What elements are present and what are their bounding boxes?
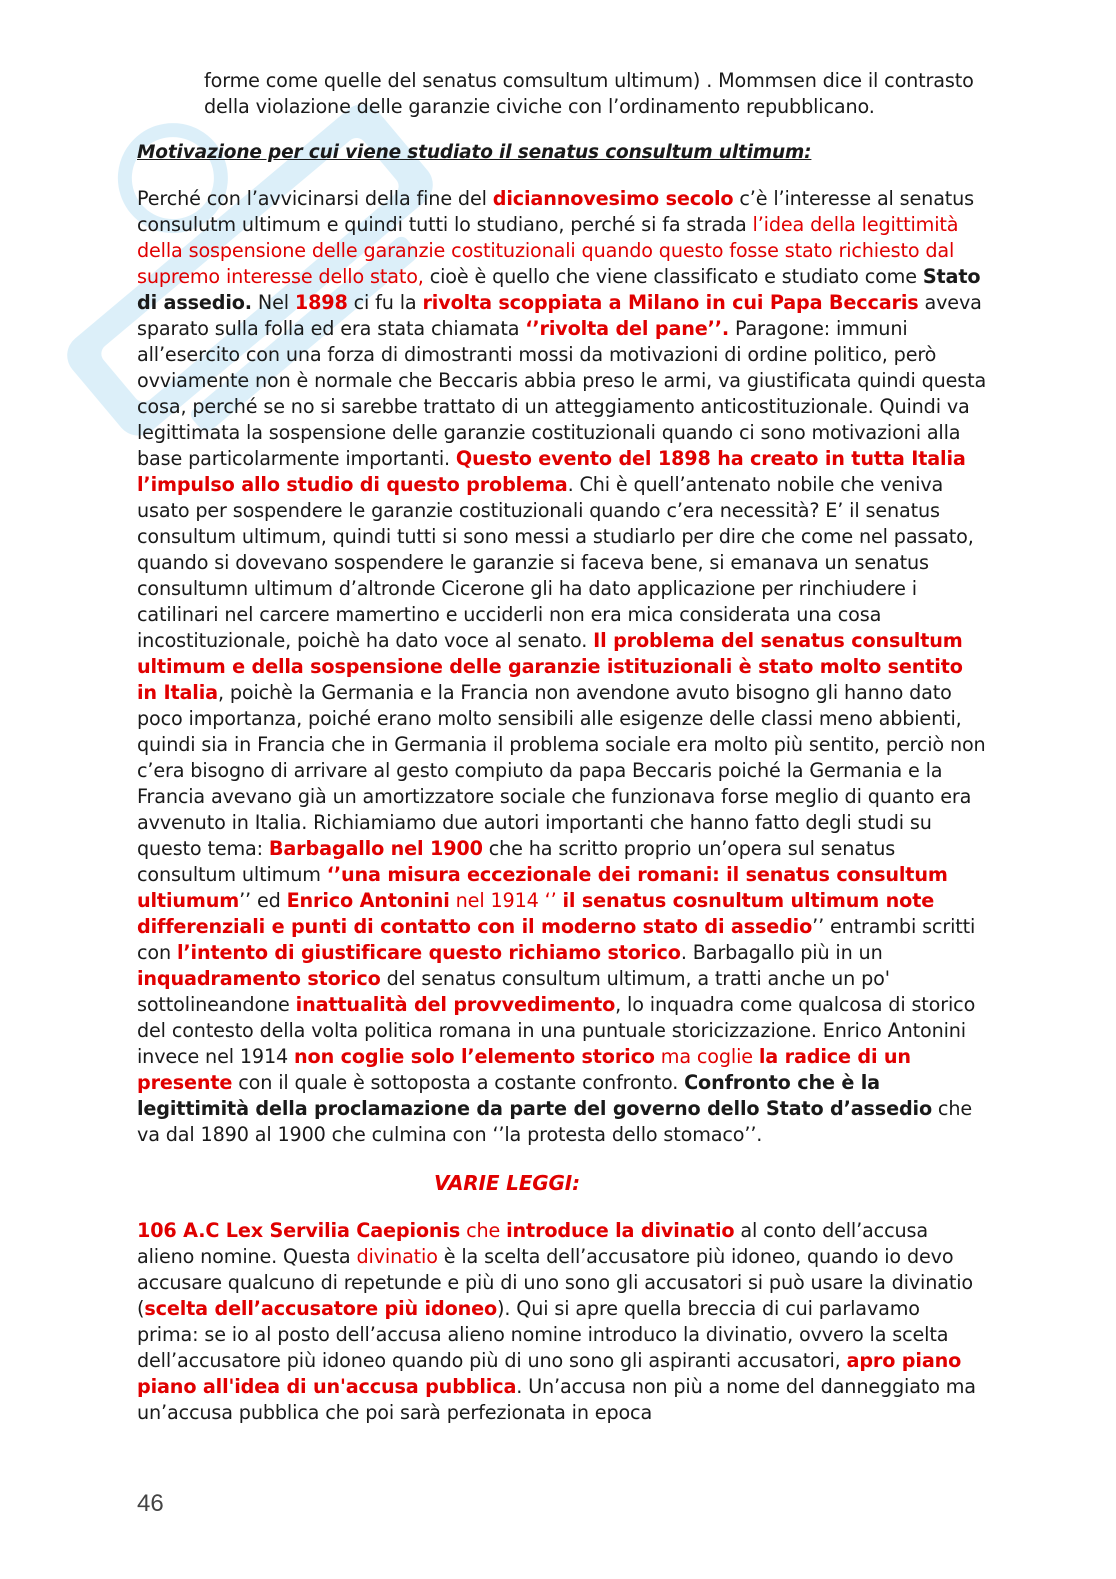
highlight-run: l’idea della legittimità della sospensione delle garanzie costituzionali quando questo fosse stato richiesto dal supremo interesse dello stato, [137, 213, 959, 288]
text-run: che ha scritto proprio un’opera sul senatus consultum ultimum [137, 837, 896, 886]
highlight-run: l’intento di giustificare questo richiamo storico [176, 941, 681, 964]
bold-run: Confronto che è la legittimità della proclamazione da parte del governo dello Stato d’assedio [137, 1071, 932, 1120]
intro-block [137, 68, 987, 120]
highlight-run: rivolta scoppiata a Milano in cui Papa Beccaris [422, 291, 919, 314]
paragraph-motivation [137, 186, 987, 1148]
highlight-run: ‘’rivolta del pane’’. [525, 317, 730, 340]
highlight-run: ‘’una misura eccezionale dei romani: il senatus consultum ultiumum [137, 863, 948, 912]
highlight-run: nel 1914 ‘’ [449, 889, 563, 912]
highlight-run: 106 A.C Lex Servilia Caepionis [137, 1219, 461, 1242]
highlight-run: inattualità del provvedimento [295, 993, 616, 1016]
text-run: Paragone: immuni all’esercito con una forza di dimostranti mossi da motivazioni di ordine politico, però ovviamente non è normale che Beccaris abbia preso le armi, va giustificata quindi questa cosa, perché se no si sarebbe trattato di un atteggiamento anticostituzionale. Quindi va legittimata la sospensione delle garanzie costituzionali quando ci sono motivazioni alla base particolarmente importanti. [137, 317, 987, 470]
highlight-run: Barbagallo nel 1900 [268, 837, 483, 860]
text-run: . Chi è quell’antenato nobile che veniva usato per sospendere le garanzie costituzionali quando c’era necessità? E’ il senatus consultum ultimum, quindi tutti si sono messi a studiarlo per dire che come nel passato, quando si dovevano sospendere le garanzie si faceva bene, si emanava un senatus consultumn ultimum d’altronde Cicerone gli ha dato applicazione per rinchiudere i catilinari nel carcere mamertino e ucciderli non era mica considerata una cosa incostituzionale, poichè ha dato voce al senato. [137, 473, 974, 652]
text-run: ’’ ed [239, 889, 287, 912]
intro-line-1: forme come quelle del senatus comsultum ultimum) . Mommsen dice il contrasto [204, 69, 974, 92]
highlight-run: introduce la divinatio [506, 1219, 735, 1242]
text-run: . Barbagallo più in un [680, 941, 883, 964]
highlight-run: inquadramento storico [137, 967, 381, 990]
text-run: , lo inquadra come qualcosa di storico del contesto della volta politica romana in una puntuale storicizzazione. Enrico Antonini invece nel 1914 [137, 993, 976, 1068]
intro-line-2: della violazione delle garanzie civiche con l’ordinamento repubblicano. [204, 95, 875, 118]
text-run: . Un’accusa non più a nome del danneggiato ma un’accusa pubblica che poi sarà perfezionata in epoca [137, 1375, 976, 1424]
highlight-run: Il problema del senatus consultum ultimum e della sospensione delle garanzie istituzionali è stato molto sentito in Italia [137, 629, 963, 704]
text-run: cioè è quello che viene classificato e studiato come [423, 265, 923, 288]
page-number: 46 [137, 1490, 164, 1517]
highlight-run: non coglie solo l’elemento storico [294, 1045, 655, 1068]
highlight-run: Questo evento del 1898 ha creato in tutta Italia l’impulso allo studio di questo problema [137, 447, 966, 496]
text-run: aveva sparato sulla folla ed era stata chiamata [137, 291, 982, 340]
highlight-run: 1898 [294, 291, 348, 314]
text-run: è la scelta dell’accusatore più idoneo, quando io devo accusare qualcuno di repetunde e più di uno sono gli accusatori si può usare la divinatio ( [137, 1245, 973, 1320]
text-run: ’’ entrambi scritti con [137, 915, 976, 964]
highlight-run: Enrico Antonini [286, 889, 450, 912]
text-run: c’è l’interesse al senatus consulutm ultimum e quindi tutti lo studiano, perché si fa strada [137, 187, 975, 236]
highlight-run: diciannovesimo secolo [492, 187, 734, 210]
bold-run: Stato di assedio. [137, 265, 981, 314]
text-run: Nel [251, 291, 295, 314]
document-content [137, 68, 987, 1426]
text-run: ). Qui si apre quella breccia di cui parlavamo prima: se io al posto dell’accusa alieno nomine introduco la divinatio, ovvero la scelta dell’accusatore più idoneo quando più di uno sono gli aspiranti accusatori, [137, 1297, 949, 1372]
highlight-run: il senatus cosnultum ultimum note differenziali e punti di contatto con il moderno stato di assedio [137, 889, 935, 938]
highlight-run: la radice di un presente [137, 1045, 911, 1094]
highlight-run: ma coglie [654, 1045, 759, 1068]
text-run: del senatus consultum ultimum, a tratti anche un po' sottolineandone [137, 967, 890, 1016]
paragraph-lex-servilia [137, 1218, 987, 1426]
highlight-run: scelta dell’accusatore più idoneo [144, 1297, 498, 1320]
text-run: al conto dell’accusa alieno nomine. Questa [137, 1219, 928, 1268]
text-run: ci fu la [347, 291, 423, 314]
section-heading: Motivazione per cui viene studiato il senatus consultum ultimum: [137, 142, 812, 163]
text-run: , poichè la Germania e la Francia non avendone avuto bisogno gli hanno dato poco importanza, poiché erano molto sensibili alle esigenze delle classi meno abbienti, quindi sia in Francia che in Germania il problema sociale era molto più sentito, perciò non c’era bisogno di arrivare al gesto compiuto da papa Beccaris poiché la Germania e la Francia avevano già un amortizzatore sociale che funzionava forse meglio di quanto era avvenuto in Italia. Richiamiamo due autori importanti che hanno fatto degli studi su questo tema: [137, 681, 986, 860]
text-run: che va dal 1890 al 1900 che culmina con ‘’la protesta dello stomaco’’. [137, 1097, 972, 1146]
text-run: Perché con l’avvicinarsi della fine del [137, 187, 493, 210]
highlight-run: che [460, 1219, 507, 1242]
highlight-run: divinatio [356, 1245, 438, 1268]
section-title-varie-leggi: VARIE LEGGI: [434, 1171, 580, 1195]
text-run: con il quale è sottoposta a costante confronto. [232, 1071, 685, 1094]
highlight-run: apro piano piano all'idea di un'accusa pubblica [137, 1349, 962, 1398]
